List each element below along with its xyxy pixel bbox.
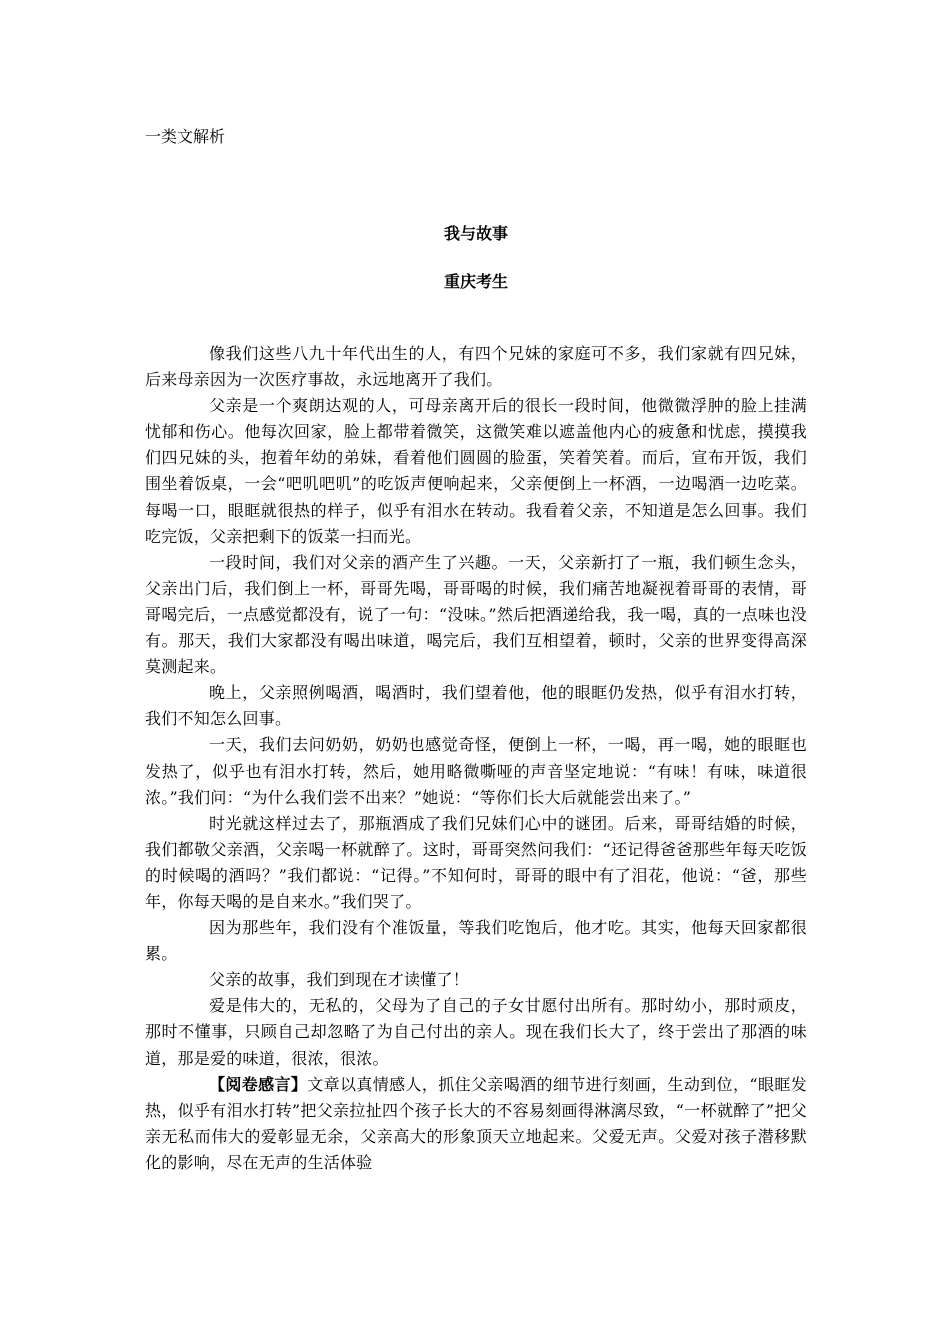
grader-remark bbox=[145, 1072, 807, 1176]
paragraph: 父亲是一个爽朗达观的人，可母亲离开后的很长一段时间，他微微浮肿的脸上挂满忧郁和伤心。他每次回家，脸上都带着微笑，这微笑难以遮盖他内心的疲惫和忧虑，摸摸我们四兄妹的头，抱着年幼的弟妹，看着他们圆圆的脸蛋，笑着笑着。而后，宣布开饭，我们围坐着饭桌，一会“吧叽吧叽”的吃饭声便响起来，父亲便倒上一杯酒，一边喝酒一边吃菜。每喝一口，眼眶就很热的样子，似乎有泪水在转动。我看着父亲，不知道是怎么回事。我们吃完饭，父亲把剩下的饭菜一扫而光。 bbox=[145, 396, 807, 546]
paragraph: 父亲的故事，我们到现在才读懂了！ bbox=[209, 970, 470, 990]
paragraph: 一天，我们去问奶奶，奶奶也感觉奇怪，便倒上一杯，一喝，再一喝，她的眼眶也发热了，似乎也有泪水打转，然后，她用略微嘶哑的声音坚定地说：“有味！有味，味道很浓。”我们问：“为什么我们尝不出来？”她说：“等你们长大后就能尝出来了。” bbox=[145, 735, 807, 807]
article-body bbox=[145, 341, 807, 1176]
paragraph: 像我们这些八九十年代出生的人，有四个兄妹的家庭可不多，我们家就有四兄妹，后来母亲因为一次医疗事故，永远地离开了我们。 bbox=[145, 344, 807, 390]
article-title: 我与故事 bbox=[443, 224, 508, 243]
paragraph: 时光就这样过去了，那瓶酒成了我们兄妹们心中的谜团。后来，哥哥结婚的时候，我们都敬父亲酒，父亲喝一杯就醉了。这时，哥哥突然问我们：“还记得爸爸那些年每天吃饭的时候喝的酒吗？”我们都说：“记得。”不知何时，哥哥的眼中有了泪花，他说：“爸，那些年，你每天喝的是自来水。”我们哭了。 bbox=[145, 813, 807, 911]
section-label: 一类文解析 bbox=[145, 127, 226, 146]
grader-remark-tag: 【阅卷感言】 bbox=[209, 1074, 308, 1094]
article-author: 重庆考生 bbox=[443, 272, 508, 291]
paragraph: 一段时间，我们对父亲的酒产生了兴趣。一天，父亲新打了一瓶，我们顿生念头，父亲出门后，我们倒上一杯，哥哥先喝，哥哥喝的时候，我们痛苦地凝视着哥哥的表情，哥哥喝完后，一点感觉都没有，说了一句：“没味。”然后把酒递给我，我一喝，真的一点味也没有。那天，我们大家都没有喝出味道，喝完后，我们互相望着，顿时，父亲的世界变得高深莫测起来。 bbox=[145, 552, 807, 677]
paragraph: 晚上，父亲照例喝酒，喝酒时，我们望着他，他的眼眶仍发热，似乎有泪水打转，我们不知怎么回事。 bbox=[145, 683, 807, 729]
grader-remark-text: 文章以真情感人，抓住父亲喝酒的细节进行刻画，生动到位，“眼眶发热，似乎有泪水打转”把父亲拉扯四个孩子长大的不容易刻画得淋漓尽致，“一杯就醉了”把父亲无私而伟大的爱彰显无余，父亲高大的形象顶天立地起来。父爱无声。父爱对孩子潜移默化的影响，尽在无声的生活体验 bbox=[145, 1074, 807, 1172]
paragraph: 爱是伟大的，无私的，父母为了自己的子女甘愿付出所有。那时幼小，那时顽皮，那时不懂事，只顾自己却忽略了为自己付出的亲人。现在我们长大了，终于尝出了那酒的味道，那是爱的味道，很浓，很浓。 bbox=[145, 996, 807, 1068]
paragraph: 因为那些年，我们没有个准饭量，等我们吃饱后，他才吃。其实，他每天回家都很累。 bbox=[145, 918, 807, 964]
